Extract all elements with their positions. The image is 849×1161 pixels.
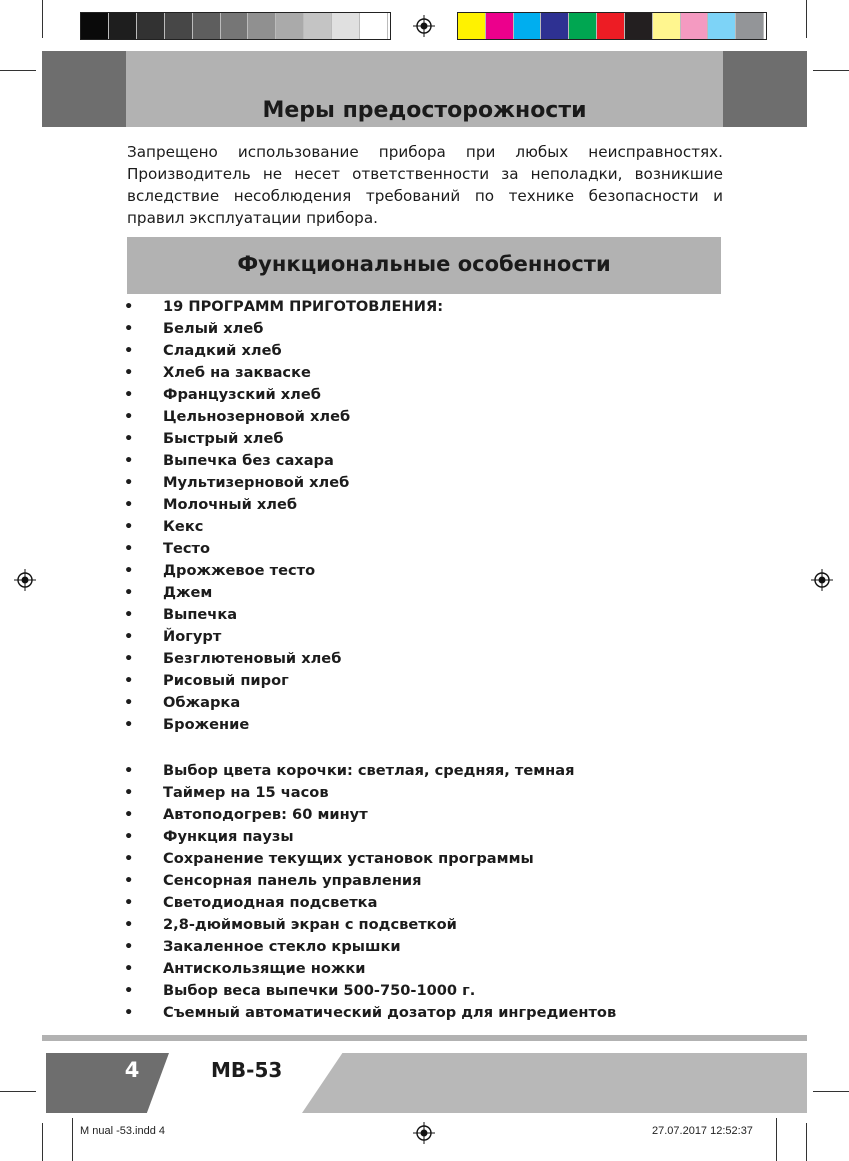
bullet-icon: • <box>124 894 134 911</box>
bullet-icon: • <box>124 496 134 513</box>
registration-mark-icon <box>811 569 833 591</box>
list-item-label: Выбор веса выпечки 500-750-1000 г. <box>163 982 476 999</box>
bullet-icon: • <box>124 628 134 645</box>
crop-mark <box>72 1118 73 1161</box>
bullet-icon: • <box>124 386 134 403</box>
list-item-label: Сенсорная панель управления <box>163 872 422 889</box>
list-item-label: Сохранение текущих установок программы <box>163 850 534 867</box>
list-item-label: Автоподогрев: 60 минут <box>163 806 368 823</box>
list-item <box>122 848 742 870</box>
list-item <box>122 804 742 826</box>
list-item <box>122 648 742 670</box>
list-item-label: Кекс <box>163 518 204 535</box>
list-item-label: Быстрый хлеб <box>163 430 284 447</box>
crop-mark <box>42 1123 43 1161</box>
color-swatch <box>193 13 221 39</box>
list-item <box>122 826 742 848</box>
list-item-label: Функция паузы <box>163 828 294 845</box>
footer-band <box>302 1053 807 1113</box>
list-item <box>122 494 742 516</box>
bullet-icon: • <box>124 562 134 579</box>
color-swatch <box>332 13 360 39</box>
bullet-icon: • <box>124 1004 134 1021</box>
list-item-label: Цельнозерновой хлеб <box>163 408 351 425</box>
list-item <box>122 914 742 936</box>
registration-mark-icon <box>14 569 36 591</box>
bullet-icon: • <box>124 938 134 955</box>
list-item <box>122 296 742 318</box>
bullet-icon: • <box>124 320 134 337</box>
bullet-icon: • <box>124 606 134 623</box>
list-item <box>122 980 742 1002</box>
bullet-icon: • <box>124 784 134 801</box>
color-swatch <box>304 13 332 39</box>
list-item <box>122 340 742 362</box>
list-item <box>122 782 742 804</box>
list-item-label: Тесто <box>163 540 210 557</box>
color-bar <box>457 12 767 40</box>
list-item-label: Йогурт <box>163 628 222 645</box>
bullet-icon: • <box>124 430 134 447</box>
list-item <box>122 670 742 692</box>
list-item-label: Выпечка без сахара <box>163 452 334 469</box>
list-item <box>122 692 742 714</box>
crop-mark <box>806 1123 807 1161</box>
list-item-label: Молочный хлеб <box>163 496 298 513</box>
list-item-label: Выбор цвета корочки: светлая, средняя, темная <box>163 762 575 779</box>
header-band <box>42 51 807 127</box>
crop-mark <box>776 1118 777 1161</box>
bullet-icon: • <box>124 982 134 999</box>
features-list <box>122 760 742 1024</box>
crop-mark <box>813 70 849 71</box>
list-item <box>122 760 742 782</box>
crop-mark <box>0 1091 36 1092</box>
bullet-icon: • <box>124 452 134 469</box>
list-item <box>122 936 742 958</box>
list-item-label: Рисовый пирог <box>163 672 289 689</box>
bullet-icon: • <box>124 342 134 359</box>
page-title: Меры предосторожности <box>262 98 587 123</box>
list-item <box>122 870 742 892</box>
registration-mark-icon <box>413 15 435 37</box>
list-item <box>122 604 742 626</box>
bullet-icon: • <box>124 716 134 733</box>
list-item-label: Белый хлеб <box>163 320 264 337</box>
slug-datetime: 27.07.2017 12:52:37 <box>652 1125 753 1137</box>
bullet-icon: • <box>124 916 134 933</box>
bullet-icon: • <box>124 850 134 867</box>
bullet-icon: • <box>124 960 134 977</box>
list-item <box>122 516 742 538</box>
list-item <box>122 958 742 980</box>
color-swatch <box>109 13 137 39</box>
section-heading-band <box>127 237 721 294</box>
list-item-label: Обжарка <box>163 694 241 711</box>
color-swatch <box>165 13 193 39</box>
color-swatch <box>653 13 681 39</box>
list-item-label: Сладкий хлеб <box>163 342 282 359</box>
color-swatch <box>569 13 597 39</box>
list-item-label: Безглютеновый хлеб <box>163 650 342 667</box>
list-item-label: Дрожжевое тесто <box>163 562 316 579</box>
list-item <box>122 892 742 914</box>
list-item-label: Закаленное стекло крышки <box>163 938 401 955</box>
list-item <box>122 626 742 648</box>
color-swatch <box>248 13 276 39</box>
list-item <box>122 1002 742 1024</box>
header-right-block <box>723 51 807 127</box>
color-swatch <box>541 13 569 39</box>
list-item <box>122 714 742 736</box>
color-swatch <box>681 13 709 39</box>
list-item-label: Брожение <box>163 716 250 733</box>
list-item-label: Мультизерновой хлеб <box>163 474 350 491</box>
crop-mark <box>806 0 807 38</box>
bullet-icon: • <box>124 806 134 823</box>
slug-filename: M nual -53.indd 4 <box>80 1125 165 1137</box>
color-swatch <box>625 13 653 39</box>
color-swatch <box>708 13 736 39</box>
list-item-label: Выпечка <box>163 606 238 623</box>
color-swatch <box>137 13 165 39</box>
crop-mark <box>0 70 36 71</box>
bullet-icon: • <box>124 474 134 491</box>
list-item-label: 2,8-дюймовый экран с подсветкой <box>163 916 457 933</box>
list-item <box>122 362 742 384</box>
bullet-icon: • <box>124 872 134 889</box>
footer-rule <box>42 1035 807 1041</box>
list-item-label: Хлеб на закваске <box>163 364 311 381</box>
bullet-icon: • <box>124 650 134 667</box>
crop-mark <box>42 0 43 38</box>
page-number: 4 <box>124 1058 140 1082</box>
list-item-label: Таймер на 15 часов <box>163 784 329 801</box>
color-swatch <box>221 13 249 39</box>
section-title: Функциональные особенности <box>237 252 611 276</box>
programs-list <box>122 296 742 736</box>
intro-paragraph: Запрещено использование прибора при любых неисправностях. Производитель не несет ответственности за неполадки, возникшие вследствие несоблюдения требований по технике безопасности и правил эксплуатации прибора. <box>127 143 723 227</box>
list-item <box>122 384 742 406</box>
list-item <box>122 428 742 450</box>
bullet-icon: • <box>124 762 134 779</box>
list-item-label: Светодиодная подсветка <box>163 894 378 911</box>
bullet-icon: • <box>124 584 134 601</box>
header-left-block <box>42 51 126 127</box>
color-swatch <box>276 13 304 39</box>
list-item <box>122 318 742 340</box>
list-item-label: 19 ПРОГРАММ ПРИГОТОВЛЕНИЯ: <box>163 298 444 315</box>
bullet-icon: • <box>124 694 134 711</box>
list-item-label: Съемный автоматический дозатор для ингредиентов <box>163 1004 617 1021</box>
list-item <box>122 538 742 560</box>
color-swatch <box>458 13 486 39</box>
bullet-icon: • <box>124 298 134 315</box>
list-item <box>122 406 742 428</box>
color-swatch <box>514 13 542 39</box>
bullet-icon: • <box>124 540 134 557</box>
bullet-icon: • <box>124 408 134 425</box>
bullet-icon: • <box>124 364 134 381</box>
color-swatch <box>597 13 625 39</box>
bullet-icon: • <box>124 518 134 535</box>
grey-color-bar <box>80 12 391 40</box>
bullet-icon: • <box>124 828 134 845</box>
color-swatch <box>360 13 388 39</box>
list-item <box>122 472 742 494</box>
bullet-icon: • <box>124 672 134 689</box>
color-swatch <box>486 13 514 39</box>
list-item <box>122 560 742 582</box>
list-item-label: Джем <box>163 584 213 601</box>
model-name: MB-53 <box>211 1058 283 1082</box>
registration-mark-icon <box>413 1122 435 1144</box>
crop-mark <box>813 1091 849 1092</box>
list-item-label: Антискользящие ножки <box>163 960 366 977</box>
list-item <box>122 582 742 604</box>
list-item <box>122 450 742 472</box>
color-swatch <box>736 13 764 39</box>
list-item-label: Французский хлеб <box>163 386 321 403</box>
color-swatch <box>81 13 109 39</box>
